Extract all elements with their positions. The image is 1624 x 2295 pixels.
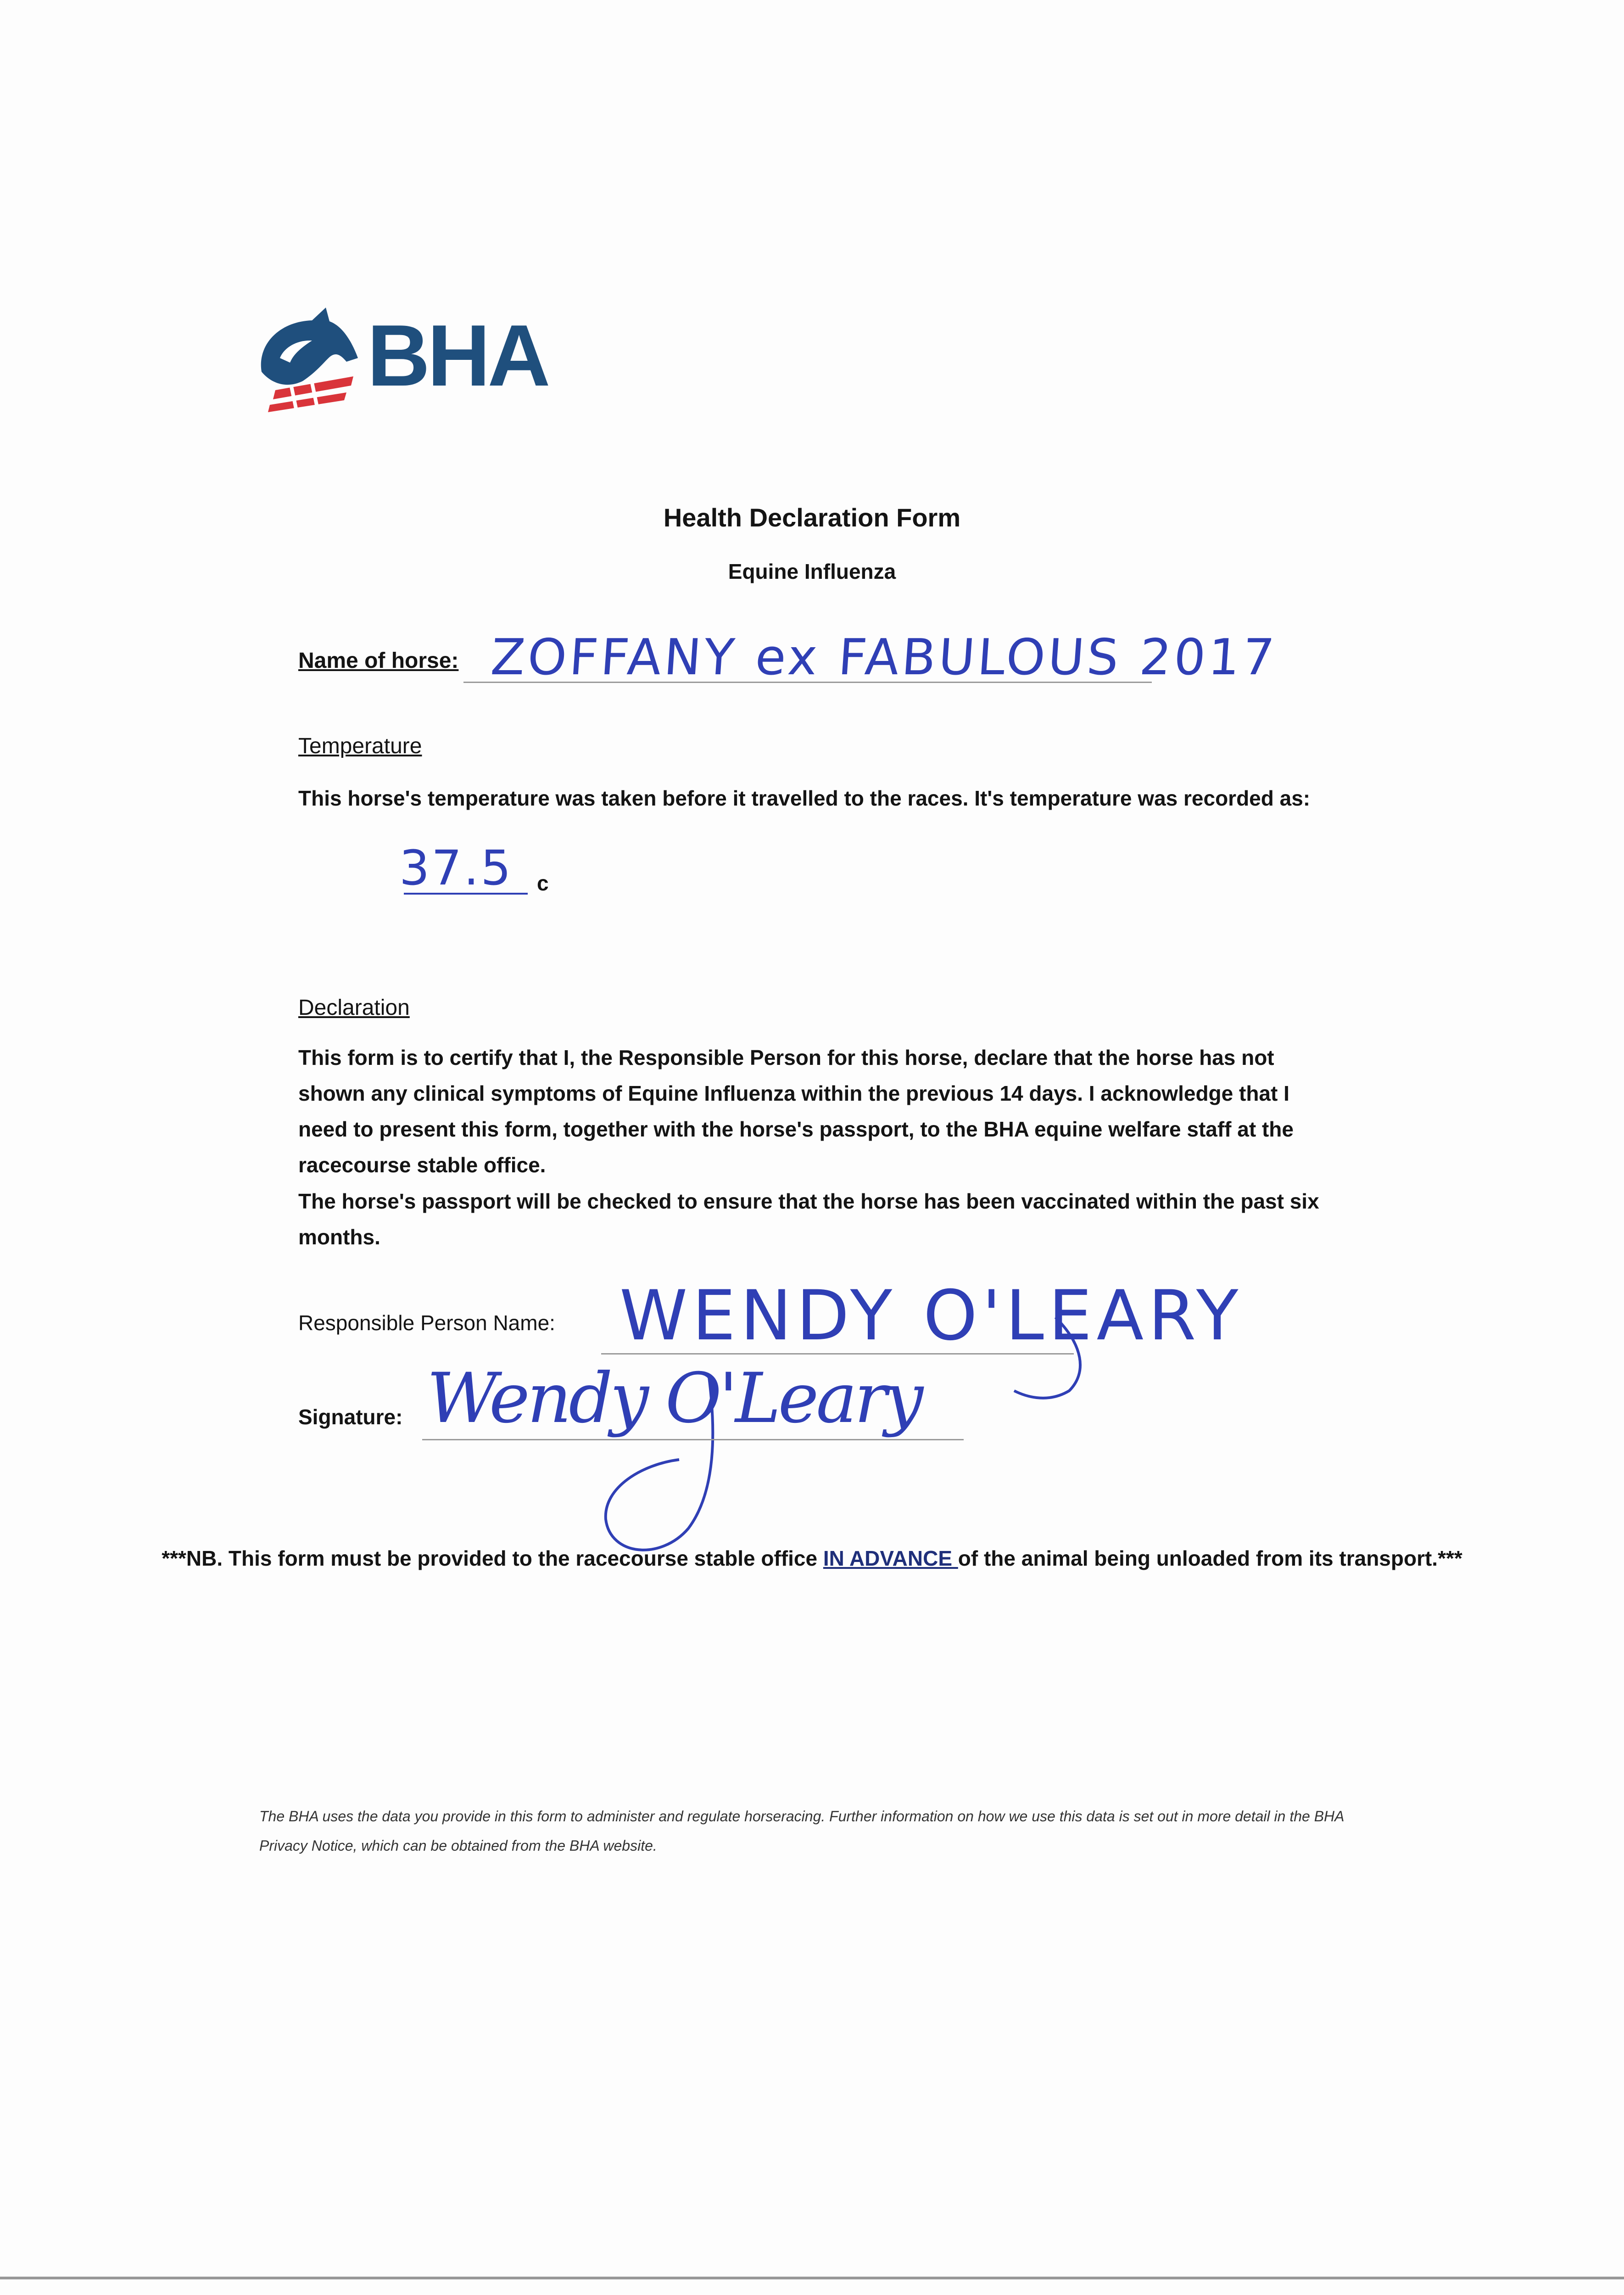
declaration-heading: Declaration (298, 996, 410, 1020)
signature-line (422, 1439, 964, 1440)
horse-name-label: Name of horse: (298, 649, 459, 673)
advance-notice-emphasis: IN ADVANCE (823, 1546, 958, 1570)
temperature-field[interactable]: 37.5 (399, 840, 513, 896)
form-title: Health Declaration Form (663, 503, 961, 532)
horse-name-field[interactable]: ZOFFANY ex FABULOUS 2017 (489, 629, 1279, 686)
responsible-person-field[interactable]: WENDY O'LEARY (619, 1276, 1243, 1356)
advance-notice (0, 1540, 1624, 1577)
temperature-text: This horse's temperature was taken before it travelled to the races. It's temperature was recorded as: (298, 786, 1311, 810)
scan-edge-line (0, 2277, 1624, 2279)
signature-label: Signature: (298, 1405, 403, 1429)
bha-logo (248, 303, 548, 413)
temperature-line (404, 893, 528, 895)
privacy-notice: The BHA uses the data you provide in this form to administer and regulate horseracing. Further information on how we use this data is set out in more detail in the BHA Privacy Notice, which can be obtained from the BHA website. (259, 1808, 1344, 1854)
bha-logo-text: BHA (367, 307, 548, 404)
declaration-paragraph-2: The horse's passport will be checked to ensure that the horse has been vaccinated within the past six months. (298, 1189, 1319, 1249)
responsible-person-label: Responsible Person Name: (298, 1311, 555, 1335)
temperature-unit: c (537, 871, 549, 895)
advance-notice-text: ***NB. This form must be provided to the racecourse stable office (162, 1546, 823, 1570)
temperature-heading: Temperature (298, 734, 422, 758)
form-subtitle: Equine Influenza (728, 560, 896, 583)
declaration-paragraph-1: This form is to certify that I, the Responsible Person for this horse, declare that the horse has not shown any clinical symptoms of Equine Influenza within the previous 14 days. I acknowledge that I need to present this form, together with the horse's passport, to the BHA equine welfare staff at the racecourse stable office. (298, 1046, 1294, 1177)
advance-notice-text-end: of the animal being unloaded from its transport.*** (958, 1546, 1462, 1570)
signature-field[interactable]: Wendy O'Leary (427, 1359, 921, 1439)
horse-head-icon (248, 303, 367, 413)
